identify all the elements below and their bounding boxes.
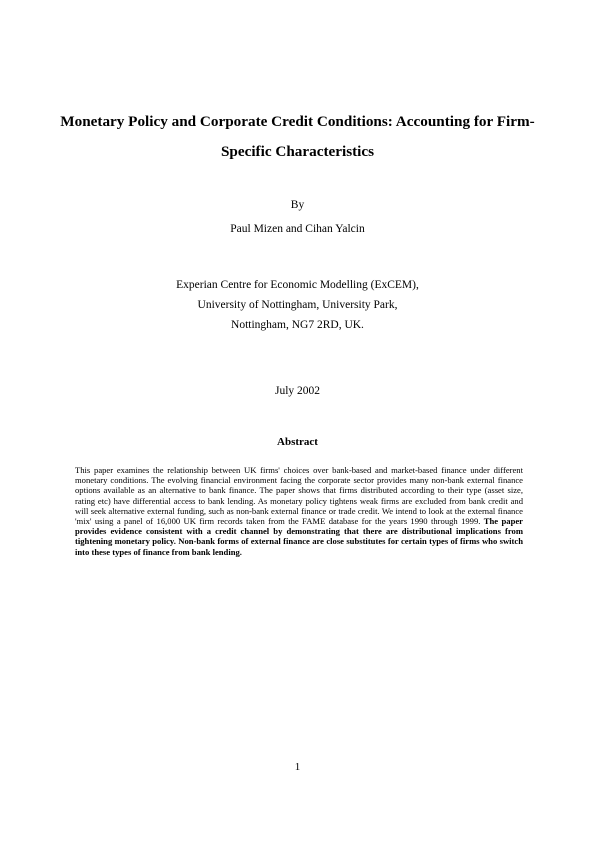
by-line: By <box>290 199 305 211</box>
publication-date: July 2002 <box>274 385 321 397</box>
affiliation-line: Experian Centre for Economic Modelling (ExCEM), <box>176 279 419 291</box>
authors: Paul Mizen and Cihan Yalcin <box>230 223 365 235</box>
abstract-heading: Abstract <box>277 436 318 448</box>
abstract-text: This paper examines the relationship between UK firms' choices over bank-based and market-based finance under different monetary conditions. The evolving financial environment facing the corporate sector provides many non-bank external finance options available as an alternative to bank finance. The paper shows that firms distributed according to their type (asset size, rating etc) have differential access to bank lending. As monetary policy tightens weak firms are excluded from bank credit and will seek alternative external funding, such as non-bank external finance or trade credit. We intend to look at the external finance 'mix' using a panel of 16,000 UK firm records taken from the FAME database for the years 1990 through 1999. <box>75 465 523 527</box>
abstract-bold-text: The paper provides evidence consistent with a credit channel by demonstrating that there are distributional implications from tightening monetary policy. Non-bank forms of external finance are close substitutes for certain types of firms who switch into these types of finance from bank lending. <box>75 516 523 557</box>
page-number: 1 <box>294 761 301 773</box>
paper-title: Monetary Policy and Corporate Credit Conditions: Accounting for Firm-Specific Characteristics <box>60 113 535 160</box>
abstract-body <box>75 465 523 557</box>
affiliation-line: University of Nottingham, University Park, <box>197 299 398 311</box>
affiliation <box>0 275 595 335</box>
affiliation-line: Nottingham, NG7 2RD, UK. <box>231 319 364 331</box>
